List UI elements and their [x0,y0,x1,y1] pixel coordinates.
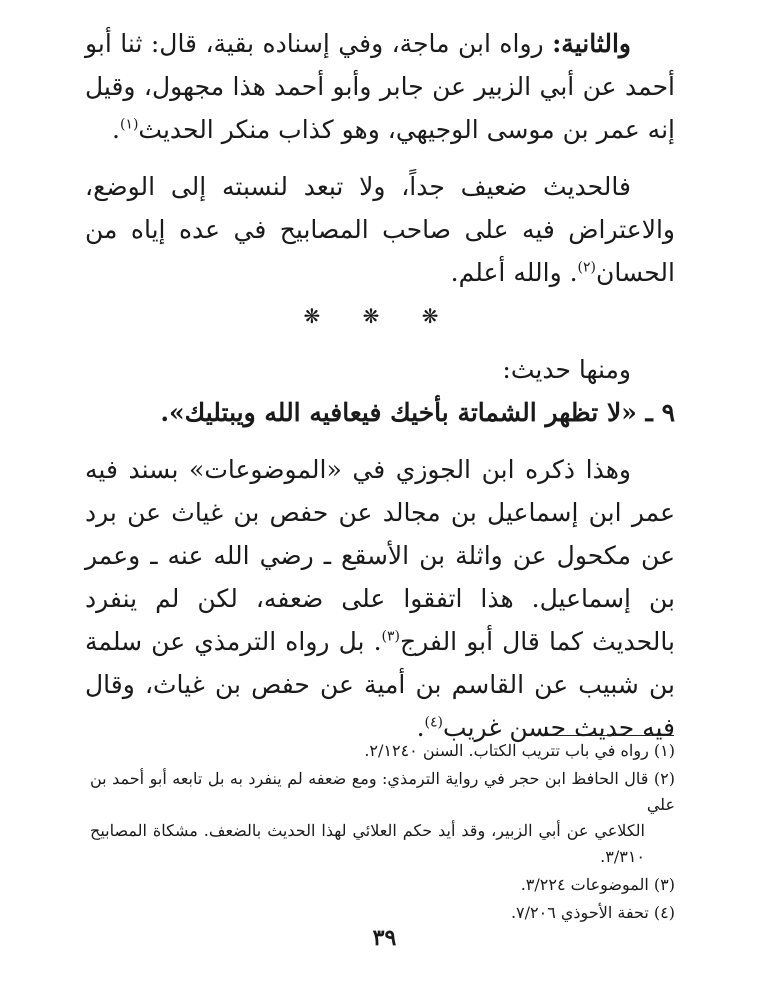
hadith-text: «لا تظهر الشماتة بأخيك فيعافيه الله ويبتليك». [160,398,646,427]
paragraph-text: رواه ابن ماجة، وفي إسناده بقية، قال: ثنا أبو أحمد عن أبي الزبير عن جابر وأبو أحمد هذا مجهول، وقيل إنه عمر بن موسى الوجيهي، وهو كذاب منكر الحديث [85,29,675,144]
footnote-ref-4[interactable]: (٤) [424,714,444,731]
footnote-2 [90,766,675,870]
paragraph-end: . [112,115,120,144]
paragraph-verdict [85,165,675,294]
paragraph-second-narration [85,22,675,151]
footnote-divider [542,735,674,736]
paragraph-text: وهذا ذكره ابن الجوزي في «الموضوعات» بسند فيه عمر ابن إسماعيل بن مجالد عن حفص بن غياث عن برد عن مكحول عن واثلة بن الأسقع ـ رضي الله عنه ـ وعمر بن إسماعيل. هذا اتفقوا على ضعفه، لكن لم ينفرد بالحديث كما قال أبو الفرج [85,455,675,656]
footnote-1 [90,738,675,764]
footnote-continuation: الكلاعي عن أبي الزبير، وقد أيد حكم العلائي لهذا الحديث بالضعف. مشكاة المصابيح ٣/٣١٠. [90,821,645,866]
hadith-number: ٩ ـ [645,398,675,427]
footnote-text: قال الحافظ ابن حجر في رواية الترمذي: ومع ضعفه لم ينفرد به بل تابعه أبو أحمد بن علي [90,769,675,814]
footnote-ref-1[interactable]: (١) [119,116,139,133]
paragraph-end: . والله أعلم. [450,258,578,287]
footnote-number: (٢) [653,769,675,788]
paragraph-text: فالحديث ضعيف جداً، ولا تبعد لنسبته إلى الوضع، والاعتراض فيه على صاحب المصابيح في عده إياه من الحسان [85,172,675,287]
footnote-text: رواه في باب تتريب الكتاب. السنن ٢/١٢٤٠. [364,741,654,760]
footnote-number: (١) [653,741,675,760]
footnote-number: (٣) [653,875,675,894]
hadith-intro: ومنها حديث: [502,355,631,384]
hadith-9 [85,391,675,434]
footnote-3 [90,872,675,898]
footnote-4 [90,900,675,926]
paragraph-label: والثانية: [552,29,631,58]
page-number: ٣٩ [372,925,397,951]
footnote-text: تحفة الأحوذي ٧/٢٠٦. [510,903,654,922]
paragraph-commentary [85,448,675,749]
footnote-ref-2[interactable]: (٢) [577,259,597,276]
paragraph-text: . بل رواه الترمذي عن سلمة بن شبيب عن القاسم بن أمية عن حفص بن غياث، وقال فيه حديث حسن غريب [85,627,675,742]
footnote-ref-3[interactable]: (٣) [381,628,400,645]
section-separator: ❋ ❋ ❋ [303,304,457,328]
page-body [85,22,675,749]
paragraph-end: . [416,713,425,742]
footnotes [90,738,675,928]
footnote-text: الموضوعات ٣/٢٢٤. [520,875,654,894]
footnote-number: (٤) [653,903,675,922]
